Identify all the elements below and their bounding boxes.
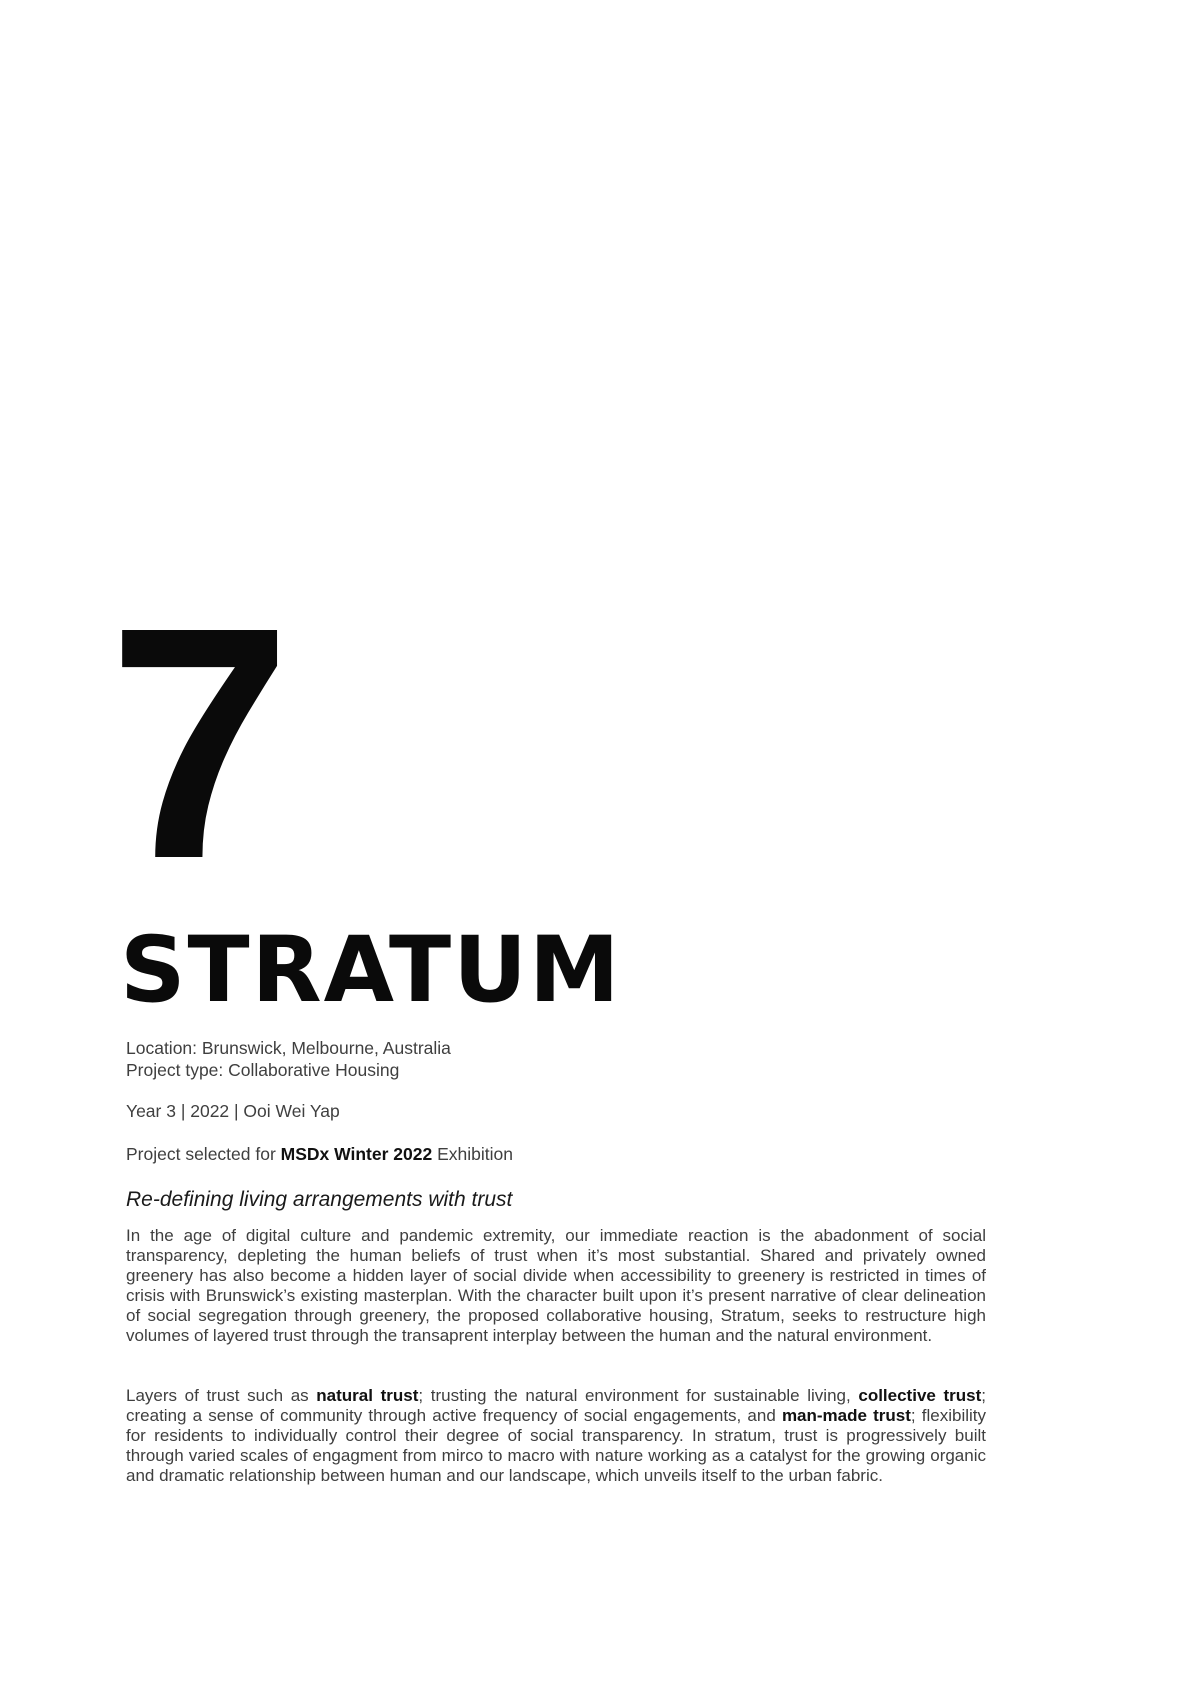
year-line: Year 3 | 2022 | Ooi Wei Yap: [126, 1101, 340, 1121]
project-meta: [126, 1037, 986, 1081]
collective-trust-term: collective trust: [858, 1386, 982, 1405]
body-paragraph-2: [126, 1386, 986, 1486]
chapter-number: 7: [108, 558, 288, 927]
p2-text-3: ; creating a sense of community through active frequency of social engagements, and: [126, 1386, 986, 1425]
exhibition-prefix: Project selected for: [126, 1144, 281, 1164]
project-type-line: Project type: Collaborative Housing: [126, 1060, 400, 1080]
exhibition-suffix: Exhibition: [432, 1144, 513, 1164]
exhibition-name: MSDx Winter 2022: [280, 1144, 433, 1164]
p2-text-4: ; flexibility for residents to individually control their degree of social transparency. In stratum, trust is progressively built through varied scales of engagment from mirco to macro with nature working as a catalyst for the growing organic and dramatic relationship between human and our landscape, which unveils itself to the urban fabric.: [126, 1406, 987, 1485]
project-title: STRATUM: [120, 918, 622, 1023]
section-subtitle: Re-defining living arrangements with trust: [126, 1188, 513, 1211]
body-paragraph-1: In the age of digital culture and pandemic extremity, our immediate reaction is the abadonment of social transparency, depleting the human beliefs of trust when it’s most substantial. Shared and privately owned greenery has also become a hidden layer of social divide when accessibility to greenery is restricted in times of crisis with Brunswick’s existing masterplan. With the character built upon it’s present narrative of clear delineation of social segregation through greenery, the proposed collaborative housing, Stratum, seeks to restructure high volumes of layered trust through the transaprent interplay between the human and the natural environment.: [126, 1226, 986, 1345]
location-line: Location: Brunswick, Melbourne, Australia: [126, 1038, 451, 1058]
p2-text-2: ; trusting the natural environment for sustainable living,: [418, 1386, 859, 1405]
year-author-line: [126, 1100, 986, 1122]
natural-trust-term: natural trust: [316, 1386, 419, 1405]
exhibition-line: [126, 1143, 986, 1165]
man-made-trust-term: man-made trust: [781, 1406, 911, 1425]
p2-text-1: Layers of trust such as: [126, 1386, 317, 1405]
